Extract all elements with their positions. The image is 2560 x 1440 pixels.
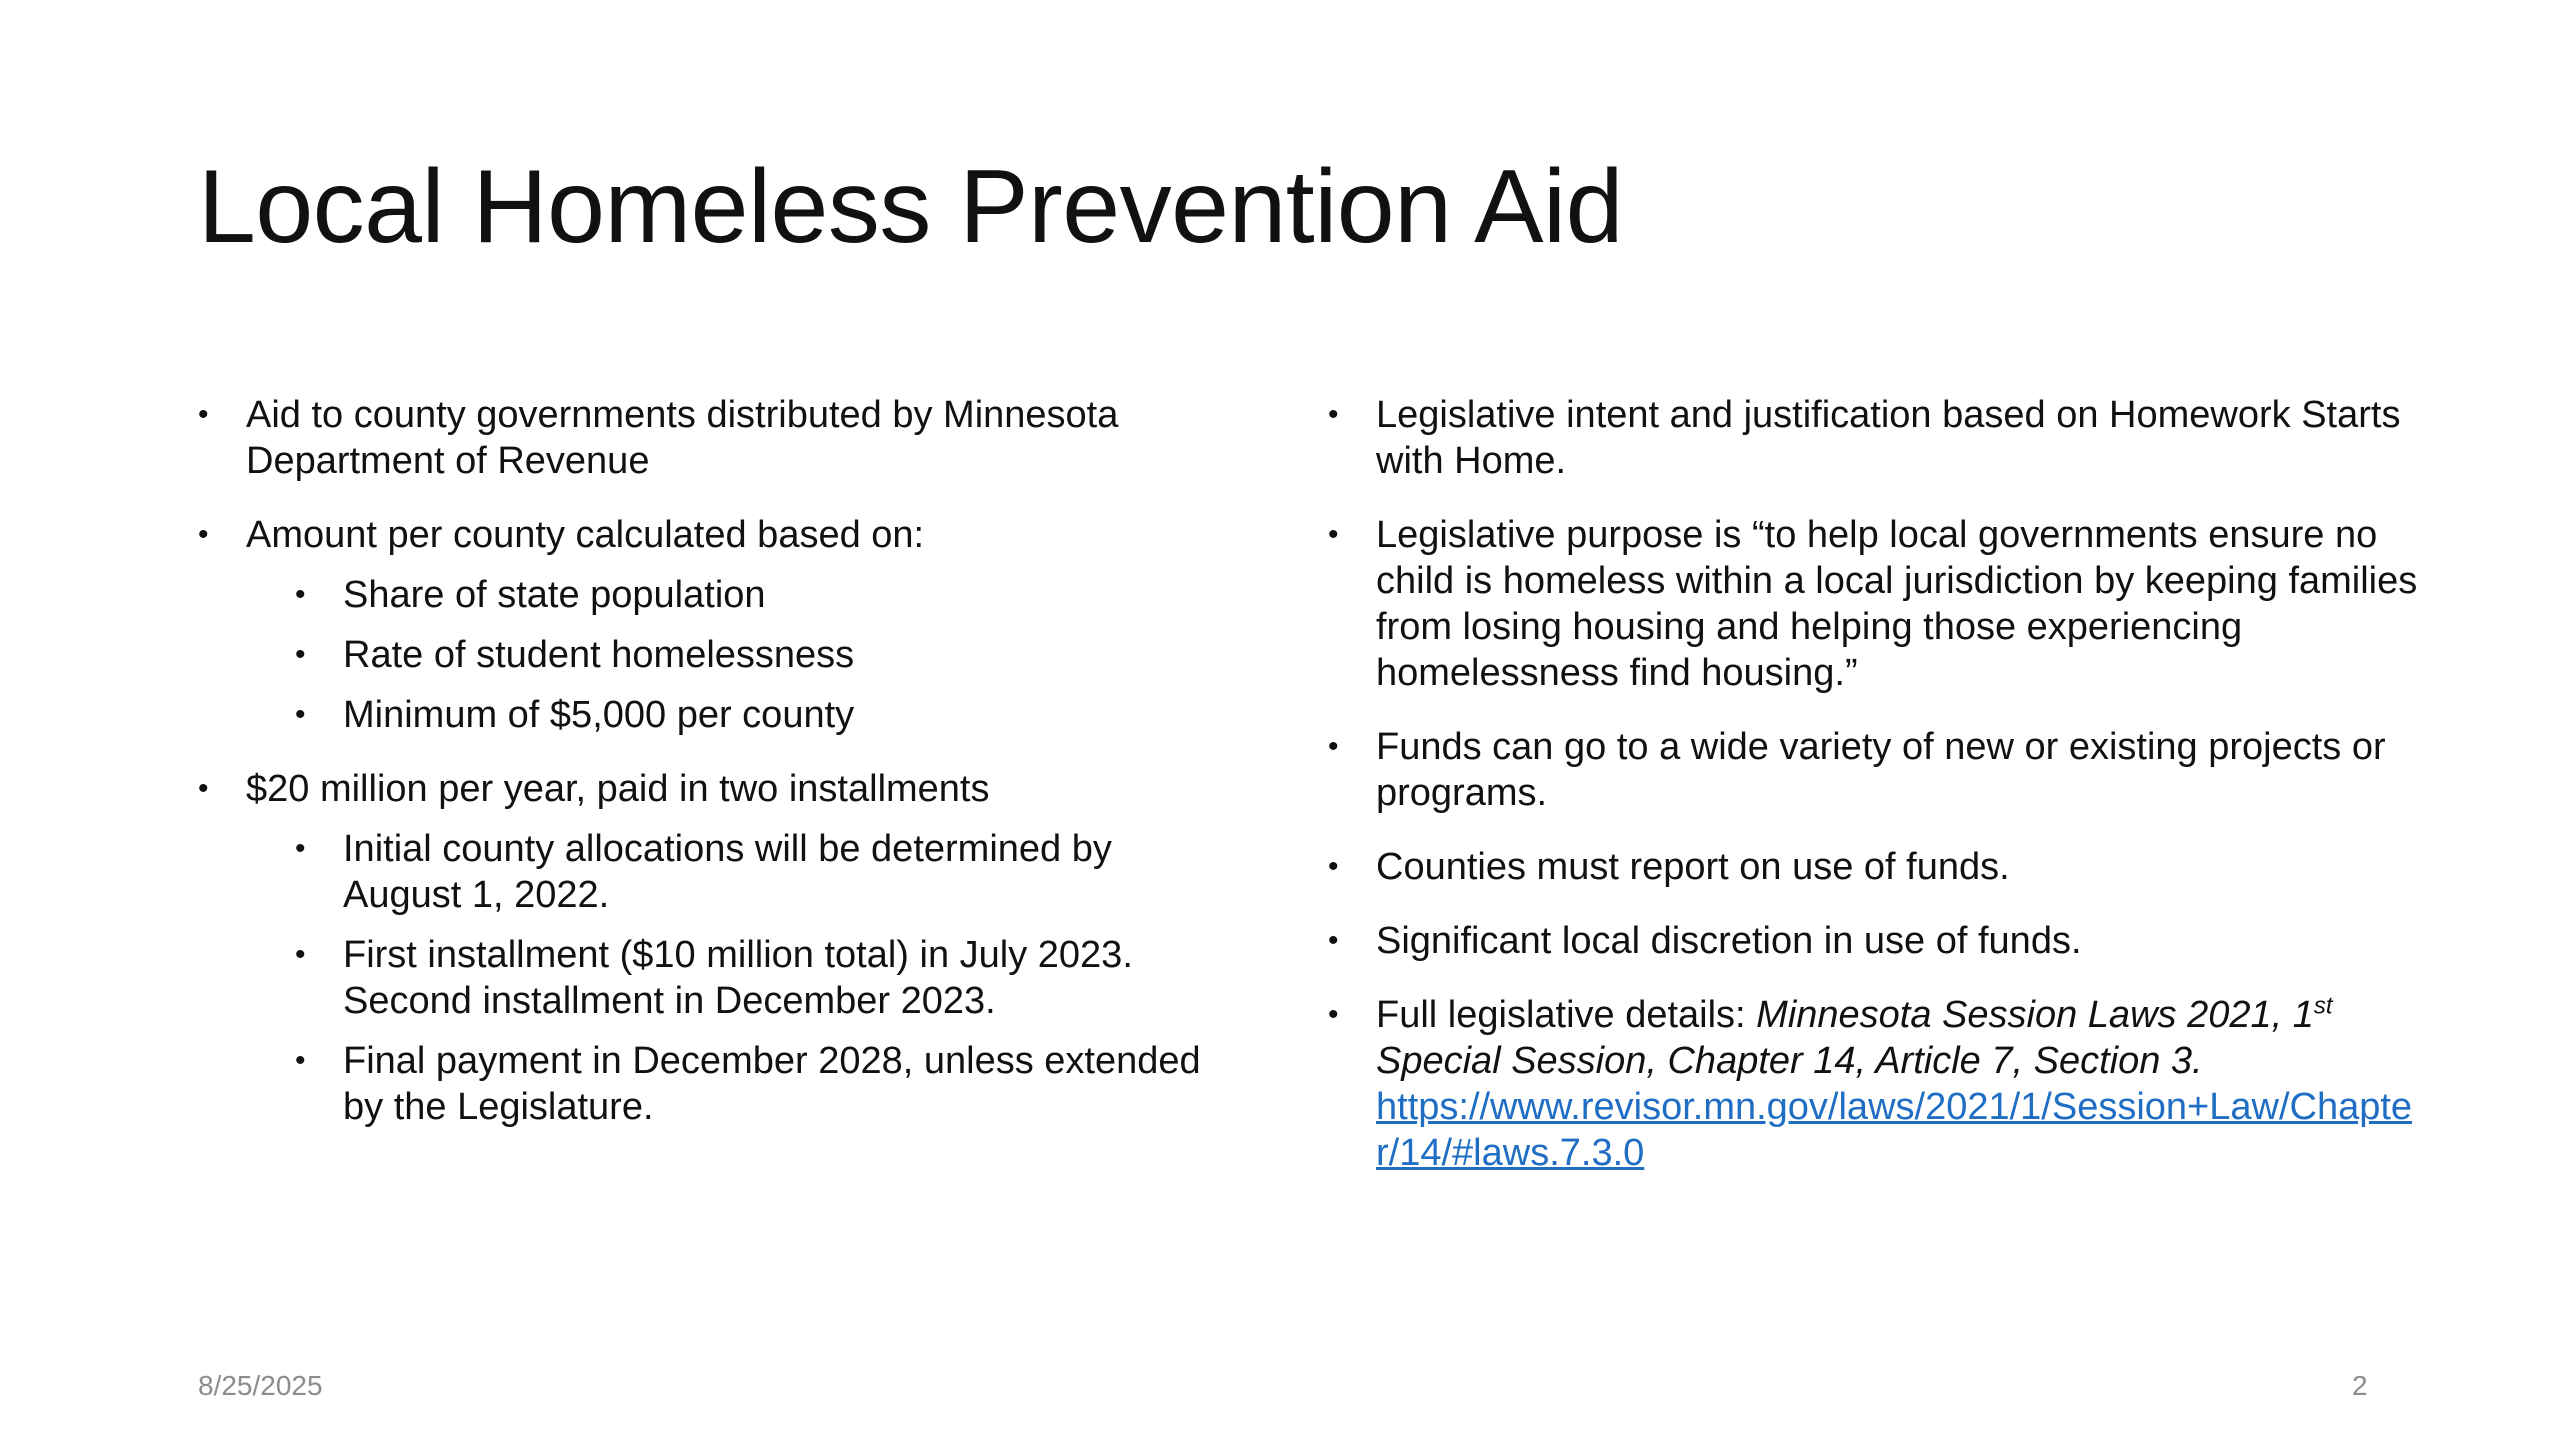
bullet-icon: •	[198, 772, 209, 805]
bullet-icon: •	[295, 578, 306, 611]
sub-bullet-text: Initial county allocations will be determined by August 1, 2022.	[343, 828, 1112, 916]
bullet-icon: •	[1328, 998, 1339, 1031]
bullet-text: Legislative purpose is “to help local governments ensure no child is homeless within a local jurisdiction by keeping families from losing housing and helping those experiencing homelessness find housing.”	[1376, 514, 2418, 694]
list-item	[198, 512, 1238, 738]
sub-list-item	[295, 1038, 1238, 1130]
sub-list-item	[295, 692, 1238, 738]
bullet-icon: •	[1328, 924, 1339, 957]
sub-list-item	[295, 932, 1238, 1024]
sub-bullet-text: First installment ($10 million total) in July 2023. Second installment in December 2023.	[343, 934, 1133, 1022]
bullet-icon: •	[198, 398, 209, 431]
list-item	[1328, 512, 2428, 696]
bullet-text: Legislative intent and justification based on Homework Starts with Home.	[1376, 394, 2401, 482]
left-column	[198, 392, 1238, 1158]
bullet-icon: •	[295, 832, 306, 865]
citation-text: Minnesota Session Laws 2021, 1	[1756, 994, 2314, 1036]
bullet-text: Aid to county governments distributed by Minnesota Department of Revenue	[246, 394, 1119, 482]
footer-date: 8/25/2025	[198, 1370, 323, 1401]
slide-number: 2	[2352, 1370, 2368, 1401]
sub-bullet-text: Final payment in December 2028, unless extended by the Legislature.	[343, 1040, 1201, 1128]
sub-bullet-text: Minimum of $5,000 per county	[343, 694, 855, 736]
bullet-text: Significant local discretion in use of funds.	[1376, 920, 2082, 962]
bullet-text: Funds can go to a wide variety of new or existing projects or programs.	[1376, 726, 2386, 814]
left-bullet-list	[198, 392, 1238, 1130]
bullet-icon: •	[198, 518, 209, 551]
sub-list-item	[295, 632, 1238, 678]
sub-bullet-list	[246, 826, 1238, 1130]
bullet-text: Counties must report on use of funds.	[1376, 846, 2010, 888]
details-prefix: Full legislative details:	[1376, 994, 1757, 1036]
bullet-icon: •	[295, 1044, 306, 1077]
right-column	[1328, 392, 2428, 1204]
sub-bullet-text: Rate of student homelessness	[343, 634, 855, 676]
bullet-icon: •	[1328, 518, 1339, 551]
slide-title: Local Homeless Prevention Aid	[198, 149, 1623, 265]
citation-superscript: st	[2313, 992, 2333, 1020]
list-item	[1328, 992, 2428, 1176]
citation-text-cont: Special Session, Chapter 14, Article 7, Section 3.	[1376, 1040, 2203, 1082]
list-item	[198, 766, 1238, 1130]
bullet-icon: •	[295, 938, 306, 971]
bullet-icon: •	[1328, 730, 1339, 763]
right-bullet-list	[1328, 392, 2428, 1176]
bullet-text: Amount per county calculated based on:	[246, 514, 925, 556]
list-item	[198, 392, 1238, 484]
bullet-icon: •	[295, 638, 306, 671]
bullet-text: $20 million per year, paid in two installments	[246, 768, 990, 810]
list-item	[1328, 844, 2428, 890]
list-item	[1328, 724, 2428, 816]
bullet-icon: •	[1328, 850, 1339, 883]
sub-bullet-text: Share of state population	[343, 574, 766, 616]
list-item	[1328, 918, 2428, 964]
bullet-icon: •	[1328, 398, 1339, 431]
revisor-link[interactable]: https://www.revisor.mn.gov/laws/2021/1/Session+Law/Chapter/14/#laws.7.3.0	[1376, 1086, 2413, 1174]
sub-bullet-list	[246, 572, 1238, 738]
sub-list-item	[295, 826, 1238, 918]
sub-list-item	[295, 572, 1238, 618]
list-item	[1328, 392, 2428, 484]
bullet-icon: •	[295, 698, 306, 731]
